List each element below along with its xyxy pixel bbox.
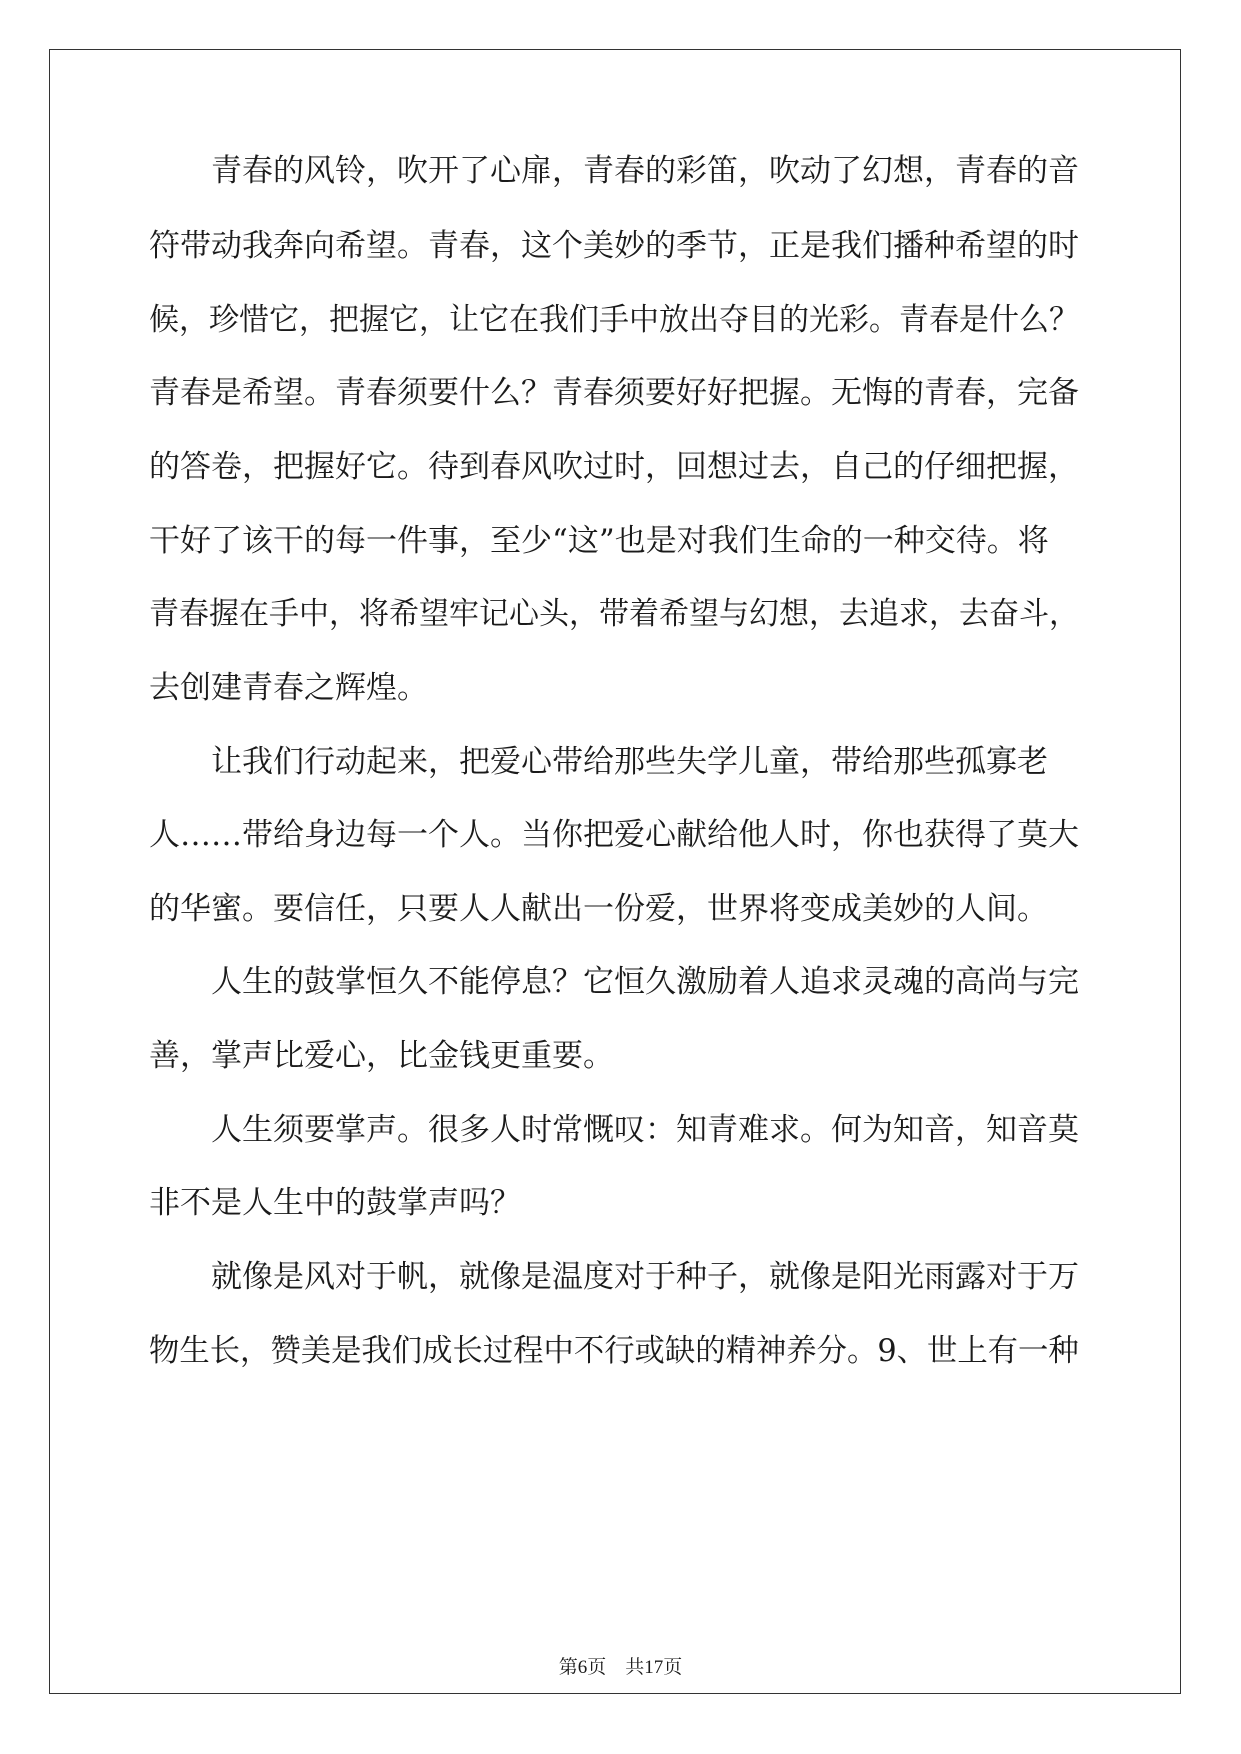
page-number-footer: 第6页 共17页 xyxy=(558,1657,683,1678)
text-line: 就像是风对于帆，就像是温度对于种子，就像是阳光雨露对于万 xyxy=(211,1259,1079,1295)
text-line: 青春的风铃，吹开了心扉，青春的彩笛，吹动了幻想，青春的音 xyxy=(211,153,1079,189)
text-line: 让我们行动起来，把爱心带给那些失学儿童，带给那些孤寡老 xyxy=(211,744,1048,780)
text-line: 青春是希望。青春须要什么？青春须要好好把握。无悔的青春，完备 xyxy=(149,375,1079,411)
text-line: 符带动我奔向希望。青春，这个美妙的季节，正是我们播种希望的时 xyxy=(149,228,1079,264)
text-line: 干好了该干的每一件事，至少“这”也是对我们生命的一种交待。将 xyxy=(149,523,1049,559)
text-line: 善，掌声比爱心，比金钱更重要。 xyxy=(149,1038,614,1074)
text-line: 的华蜜。要信任，只要人人献出一份爱，世界将变成美妙的人间。 xyxy=(149,891,1048,927)
page-border xyxy=(49,49,1181,1694)
text-line: 青春握在手中，将希望牢记心头，带着希望与幻想，去追求，去奋斗， xyxy=(149,596,1079,632)
text-line: 人生须要掌声。很多人时常慨叹：知青难求。何为知音，知音莫 xyxy=(211,1112,1079,1148)
text-line: 物生长，赞美是我们成长过程中不行或缺的精神养分。9、世上有一种 xyxy=(149,1333,1079,1369)
text-line: 人生的鼓掌恒久不能停息？它恒久激励着人追求灵魂的高尚与完 xyxy=(211,964,1079,1000)
text-line: 去创建青春之辉煌。 xyxy=(149,670,428,706)
text-line: 的答卷，把握好它。待到春风吹过时，回想过去，自己的仔细把握， xyxy=(149,449,1079,485)
text-line: 候，珍惜它，把握它，让它在我们手中放出夺目的光彩。青春是什么？ xyxy=(149,302,1079,338)
text-line: 非不是人生中的鼓掌声吗？ xyxy=(149,1185,521,1221)
text-line: 人……带给身边每一个人。当你把爱心献给他人时，你也获得了莫大 xyxy=(149,817,1079,853)
